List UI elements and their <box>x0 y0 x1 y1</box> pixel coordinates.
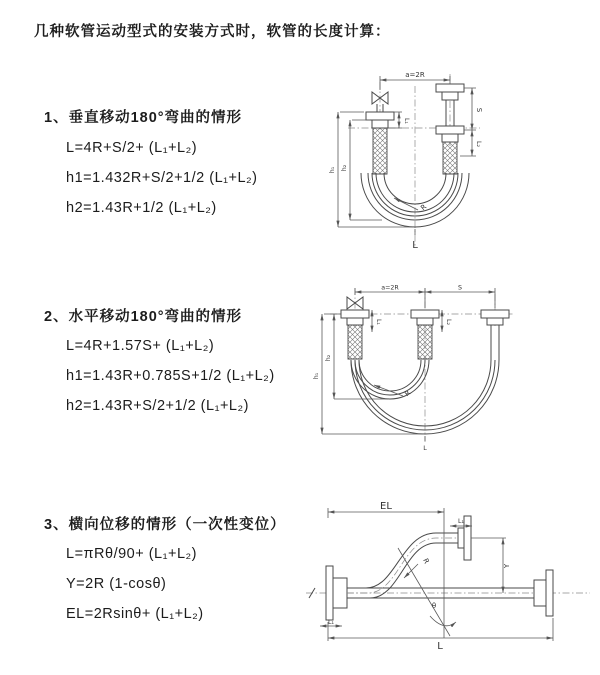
dim-y <box>471 538 511 593</box>
braided-hose-section <box>443 142 457 174</box>
right-fitting <box>534 570 553 616</box>
dim-label-s: S <box>458 284 462 292</box>
dim-label-r: R <box>421 557 431 566</box>
section-2-formula-h2: h2=1.43R+S/2+1/2 (L₁+L₂) <box>66 398 249 414</box>
dim-label-y: Y <box>503 563 511 569</box>
left-fitting <box>341 310 369 359</box>
section-2-formula-L: L=4R+1.57S+ (L₁+L₂) <box>66 338 215 354</box>
section-3-formula-Y: Y=2R (1-cosθ) <box>66 576 167 592</box>
section-3-heading: 3、横向位移的情形（一次性变位） <box>44 517 286 533</box>
page-title: 几种软管运动型式的安装方式时，软管的长度计算： <box>34 24 391 40</box>
dim-l <box>423 436 427 452</box>
dim-s <box>425 285 495 293</box>
dim-l <box>412 229 418 251</box>
diagram-vertical-travel-180-bend <box>310 68 556 258</box>
left-fitting <box>366 104 394 174</box>
section-3-formula-L: L=πRθ/90+ (L₁+L₂) <box>66 546 197 562</box>
dim-label-h1: h₁ <box>329 166 336 174</box>
dim-label-a2r: a=2R <box>381 284 399 292</box>
diagram-horizontal-travel-180-bend <box>310 282 545 462</box>
dim-label-a2r: a=2R <box>405 71 425 79</box>
section-2-formula-h1: h1=1.43R+0.785S+1/2 (L₁+L₂) <box>66 368 275 384</box>
section-1-formula-h1: h1=1.432R+S/2+1/2 (L₁+L₂) <box>66 170 258 186</box>
section-3-formula-EL: EL=2Rsinθ+ (L₁+L₂) <box>66 606 204 622</box>
dim-label-h2: h₂ <box>325 354 332 362</box>
right-fitting-lower <box>436 126 464 174</box>
braided-hose-section <box>348 325 362 359</box>
centerlines <box>348 74 480 248</box>
dim-label-r: R <box>419 202 429 213</box>
dim-label-theta: θ <box>431 602 437 610</box>
dim-l <box>328 618 553 652</box>
dim-label-el: EL <box>380 501 392 512</box>
dim-label-l1: L₁ <box>403 117 410 125</box>
section-2-heading: 2、水平移动180°弯曲的情形 <box>44 309 243 325</box>
dim-label-s: S <box>475 107 483 113</box>
dim-l2 <box>442 310 452 332</box>
dim-label-l1-top: L₁ <box>457 518 465 525</box>
section-1-formula-h2: h2=1.43R+1/2 (L₁+L₂) <box>66 200 217 216</box>
dim-h1 <box>313 314 423 434</box>
braided-hose-section <box>373 128 387 174</box>
dim-l2 <box>472 130 482 156</box>
dim-label-l1-bottom: L₁ <box>327 619 335 626</box>
dim-label-l2: L₂ <box>475 140 482 148</box>
dim-label-l: L <box>423 445 427 452</box>
dim-label-h2: h₂ <box>341 164 348 172</box>
right-fitting <box>481 310 509 360</box>
dim-label-r: R <box>403 388 413 399</box>
dim-label-l2: L₂ <box>445 318 452 326</box>
dim-label-l: L <box>412 240 418 251</box>
section-1-heading: 1、垂直移动180°弯曲的情形 <box>44 110 243 126</box>
diagram-lateral-offset <box>298 498 600 650</box>
radius-leader <box>404 557 431 578</box>
dim-el <box>328 501 444 518</box>
braided-hose-section <box>418 325 432 359</box>
dim-label-l: L <box>437 641 443 652</box>
middle-fitting <box>411 310 439 359</box>
section-1-formula-L: L=4R+S/2+ (L₁+L₂) <box>66 140 198 156</box>
dim-l1-bottom <box>320 619 342 626</box>
dim-l1 <box>372 310 382 332</box>
radius-leader <box>374 385 412 398</box>
dim-label-l1: L₁ <box>375 318 382 326</box>
dim-a-2r <box>355 285 495 309</box>
left-fitting <box>326 566 347 620</box>
dim-label-h1: h₁ <box>313 372 320 380</box>
